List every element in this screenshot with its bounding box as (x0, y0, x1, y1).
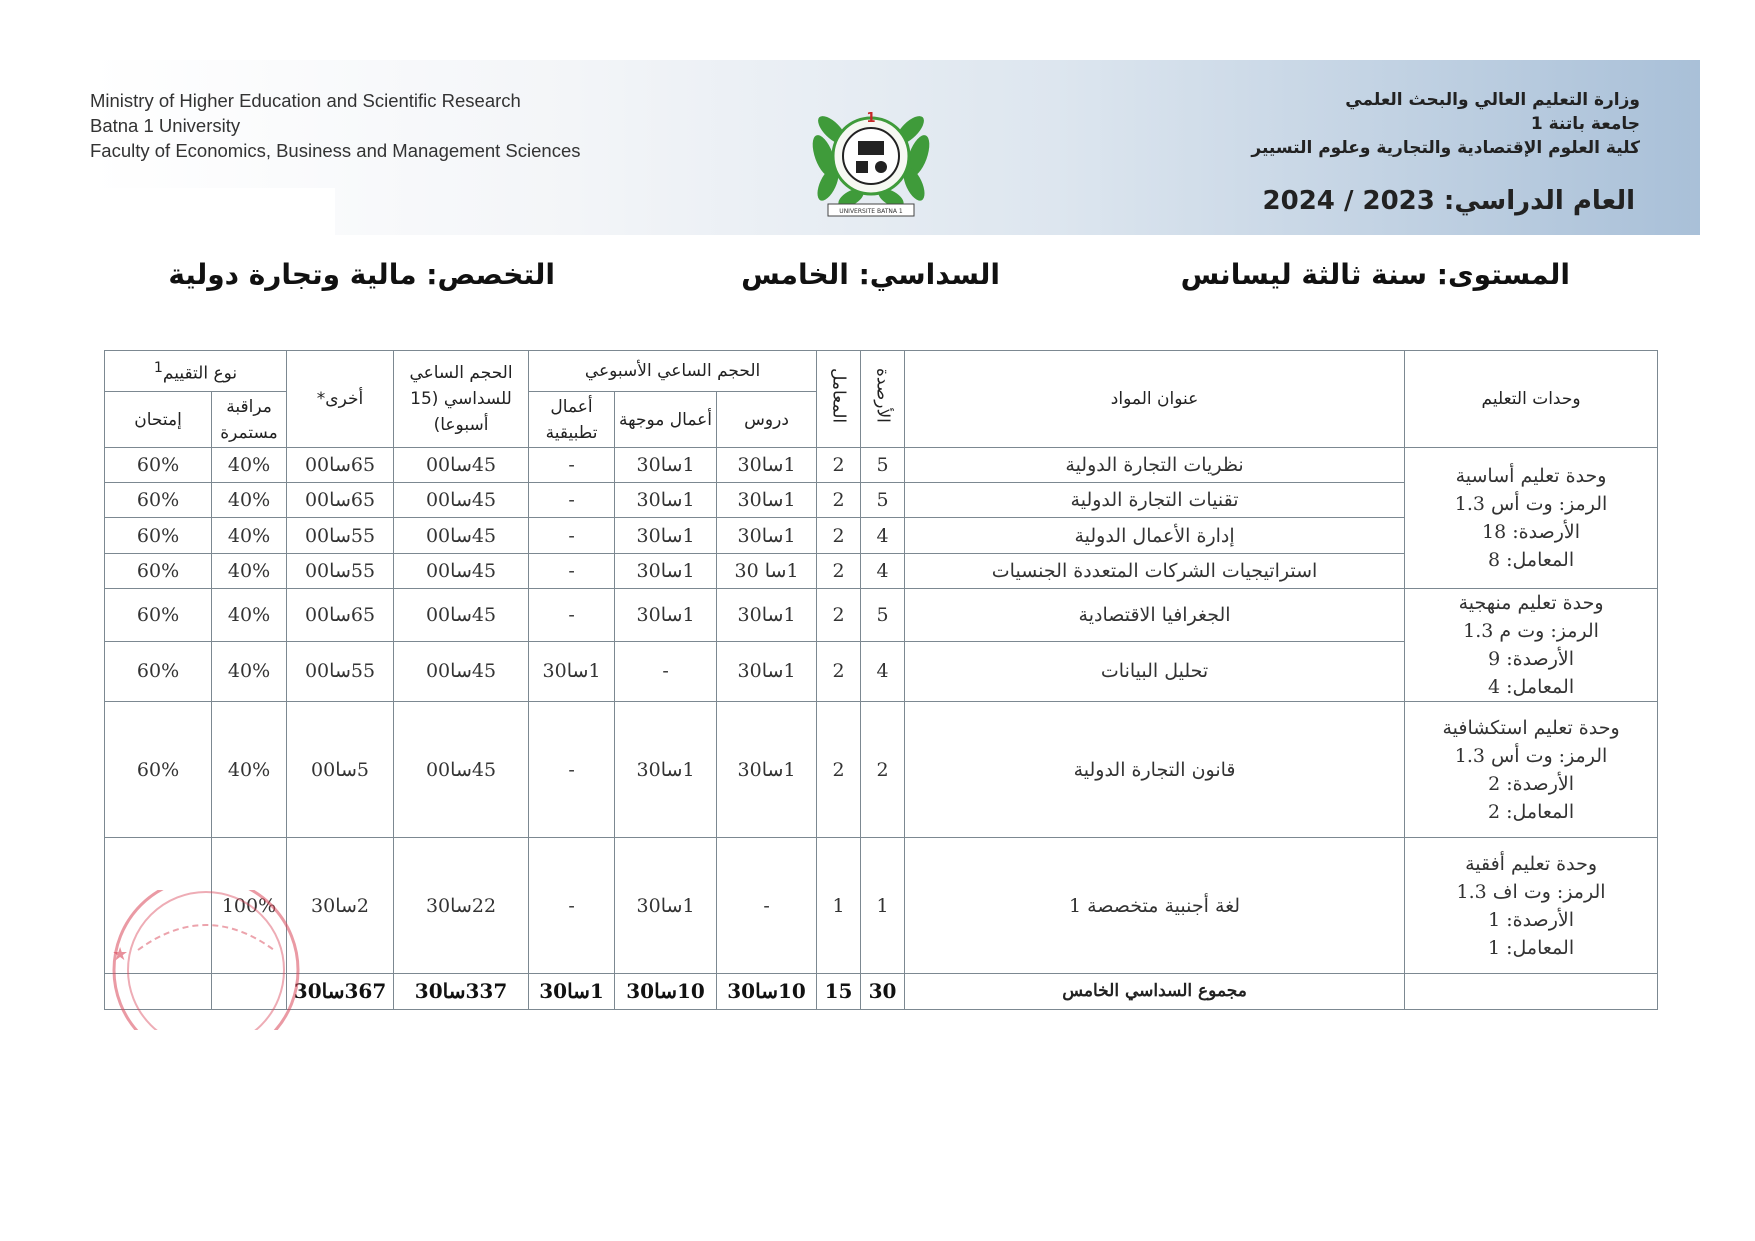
coef-cell: 1 (817, 838, 861, 973)
total-tp: 1سا30 (529, 973, 615, 1009)
continuous-cell: 100% (212, 838, 287, 973)
university-logo (806, 86, 936, 220)
semester-label: السداسي: الخامس (741, 258, 1000, 291)
subject-name: تقنيات التجارة الدولية (905, 483, 1405, 518)
semester-cell: 45سا00 (394, 518, 529, 553)
td-cell: 1سا30 (615, 553, 717, 588)
header-subject: عنوان المواد (905, 351, 1405, 448)
faculty-ar: كلية العلوم الإقتصادية والتجارية وعلوم التسيير (1251, 138, 1640, 158)
exam-cell: 60% (105, 483, 212, 518)
credits-cell: 4 (861, 641, 905, 701)
banner-notch (90, 188, 335, 235)
header-english (90, 88, 581, 163)
curriculum-table (104, 350, 1658, 1010)
coef-cell: 2 (817, 483, 861, 518)
total-lectures: 10سا30 (717, 973, 817, 1009)
lectures-cell: - (717, 838, 817, 973)
exam-cell: 60% (105, 553, 212, 588)
subject-name: استراتيجيات الشركات المتعددة الجنسيات (905, 553, 1405, 588)
credits-cell: 5 (861, 483, 905, 518)
table-row (105, 448, 1658, 483)
header-units: وحدات التعليم (1405, 351, 1658, 448)
semester-cell: 45سا00 (394, 553, 529, 588)
subject-name: لغة أجنبية متخصصة 1 (905, 838, 1405, 973)
tp-cell: - (529, 701, 615, 837)
other-cell: 5سا00 (287, 701, 394, 837)
header-other: أخرى* (287, 351, 394, 448)
other-cell: 65سا00 (287, 448, 394, 483)
unit-methodological: وحدة تعليم منهجية الرمز: وت م 1.3 الأرصدة: 9 المعامل: 4 (1405, 588, 1658, 701)
table-row (105, 701, 1658, 837)
header-exam: إمتحان (105, 392, 212, 448)
table-row (105, 588, 1658, 641)
total-semester: 337سا30 (394, 973, 529, 1009)
lectures-cell: 1سا30 (717, 483, 817, 518)
other-cell: 55سا00 (287, 641, 394, 701)
total-coef: 15 (817, 973, 861, 1009)
coef-cell: 2 (817, 553, 861, 588)
td-cell: 1سا30 (615, 838, 717, 973)
credits-cell: 4 (861, 553, 905, 588)
coef-cell: 2 (817, 518, 861, 553)
academic-year: العام الدراسي: 2023 / 2024 (1262, 186, 1635, 216)
td-cell: 1سا30 (615, 518, 717, 553)
university-en: Batna 1 University (90, 115, 241, 136)
svg-text:1: 1 (866, 111, 876, 126)
lectures-cell: 1سا 30 (717, 553, 817, 588)
header-weekly: الحجم الساعي الأسبوعي (529, 351, 817, 392)
total-row (105, 973, 1658, 1009)
continuous-cell: 40% (212, 641, 287, 701)
td-cell: - (615, 641, 717, 701)
td-cell: 1سا30 (615, 588, 717, 641)
tp-cell: - (529, 838, 615, 973)
coef-cell: 2 (817, 588, 861, 641)
unit-exploratory: وحدة تعليم استكشافية الرمز: وت أس 1.3 الأرصدة: 2 المعامل: 2 (1405, 701, 1658, 837)
td-cell: 1سا30 (615, 701, 717, 837)
tp-cell: 1سا30 (529, 641, 615, 701)
exam-cell: 60% (105, 588, 212, 641)
credits-cell: 5 (861, 588, 905, 641)
coef-cell: 2 (817, 448, 861, 483)
header-td: أعمال موجهة (615, 392, 717, 448)
header-arabic (1251, 88, 1640, 160)
header-eval-type: نوع التقييم$^1$ (105, 351, 287, 392)
lectures-cell: 1سا30 (717, 448, 817, 483)
exam-cell: 60% (105, 448, 212, 483)
lectures-cell: 1سا30 (717, 641, 817, 701)
university-ar: جامعة باتنة 1 (1530, 114, 1640, 134)
lectures-cell: 1سا30 (717, 518, 817, 553)
coef-cell: 2 (817, 641, 861, 701)
credits-cell: 2 (861, 701, 905, 837)
semester-cell: 45سا00 (394, 701, 529, 837)
other-cell: 2سا30 (287, 838, 394, 973)
official-stamp (98, 890, 318, 1030)
total-td: 10سا30 (615, 973, 717, 1009)
tp-cell: - (529, 448, 615, 483)
header-semester-volume: الحجم الساعي للسداسي (15 أسبوعا) (394, 351, 529, 448)
header-lectures: دروس (717, 392, 817, 448)
semester-cell: 45سا00 (394, 448, 529, 483)
faculty-en: Faculty of Economics, Business and Management Sciences (90, 140, 581, 161)
svg-text:★: ★ (112, 944, 129, 965)
level-label: المستوى: سنة ثالثة ليسانس (1180, 258, 1570, 291)
total-unit-empty (1405, 973, 1658, 1009)
continuous-cell: 40% (212, 483, 287, 518)
svg-text:UNIVERSITE BATNA 1: UNIVERSITE BATNA 1 (839, 208, 903, 215)
continuous-cell: 40% (212, 448, 287, 483)
lectures-cell: 1سا30 (717, 588, 817, 641)
subject-name: تحليل البيانات (905, 641, 1405, 701)
exam-cell: 60% (105, 518, 212, 553)
other-cell: 55سا00 (287, 553, 394, 588)
subject-name: الجغرافيا الاقتصادية (905, 588, 1405, 641)
semester-cell: 45سا00 (394, 483, 529, 518)
unit-fundamental: وحدة تعليم أساسية الرمز: وت أس 1.3 الأرصدة: 18 المعامل: 8 (1405, 448, 1658, 588)
subject-name: إدارة الأعمال الدولية (905, 518, 1405, 553)
table-header-row (105, 351, 1658, 392)
other-cell: 55سا00 (287, 518, 394, 553)
td-cell: 1سا30 (615, 483, 717, 518)
table-row (105, 838, 1658, 973)
total-label: مجموع السداسي الخامس (905, 973, 1405, 1009)
header-tp: أعمال تطبيقية (529, 392, 615, 448)
tp-cell: - (529, 553, 615, 588)
exam-cell: 60% (105, 701, 212, 837)
lectures-cell: 1سا30 (717, 701, 817, 837)
credits-cell: 5 (861, 448, 905, 483)
continuous-cell: 40% (212, 588, 287, 641)
continuous-cell: 40% (212, 518, 287, 553)
tp-cell: - (529, 588, 615, 641)
continuous-cell: 40% (212, 701, 287, 837)
header-credits: الأرصدة (861, 351, 905, 448)
td-cell: 1سا30 (615, 448, 717, 483)
subject-name: قانون التجارة الدولية (905, 701, 1405, 837)
total-other: 367سا30 (287, 973, 394, 1009)
specialty-label: التخصص: مالية وتجارة دولية (168, 258, 555, 291)
unit-transversal: وحدة تعليم أفقية الرمز: وت اف 1.3 الأرصدة: 1 المعامل: 1 (1405, 838, 1658, 973)
total-credits: 30 (861, 973, 905, 1009)
ministry-ar: وزارة التعليم العالي والبحث العلمي (1345, 90, 1640, 110)
tp-cell: - (529, 483, 615, 518)
semester-cell: 45سا00 (394, 641, 529, 701)
credits-cell: 1 (861, 838, 905, 973)
semester-cell: 22سا30 (394, 838, 529, 973)
tp-cell: - (529, 518, 615, 553)
other-cell: 65سا00 (287, 588, 394, 641)
coef-cell: 2 (817, 701, 861, 837)
header-coef: المعامل (817, 351, 861, 448)
subject-name: نظريات التجارة الدولية (905, 448, 1405, 483)
credits-cell: 4 (861, 518, 905, 553)
other-cell: 65سا00 (287, 483, 394, 518)
header-continuous: مراقبة مستمرة (212, 392, 287, 448)
ministry-en: Ministry of Higher Education and Scientific Research (90, 90, 521, 111)
continuous-cell: 40% (212, 553, 287, 588)
exam-cell: 60% (105, 641, 212, 701)
semester-cell: 45سا00 (394, 588, 529, 641)
